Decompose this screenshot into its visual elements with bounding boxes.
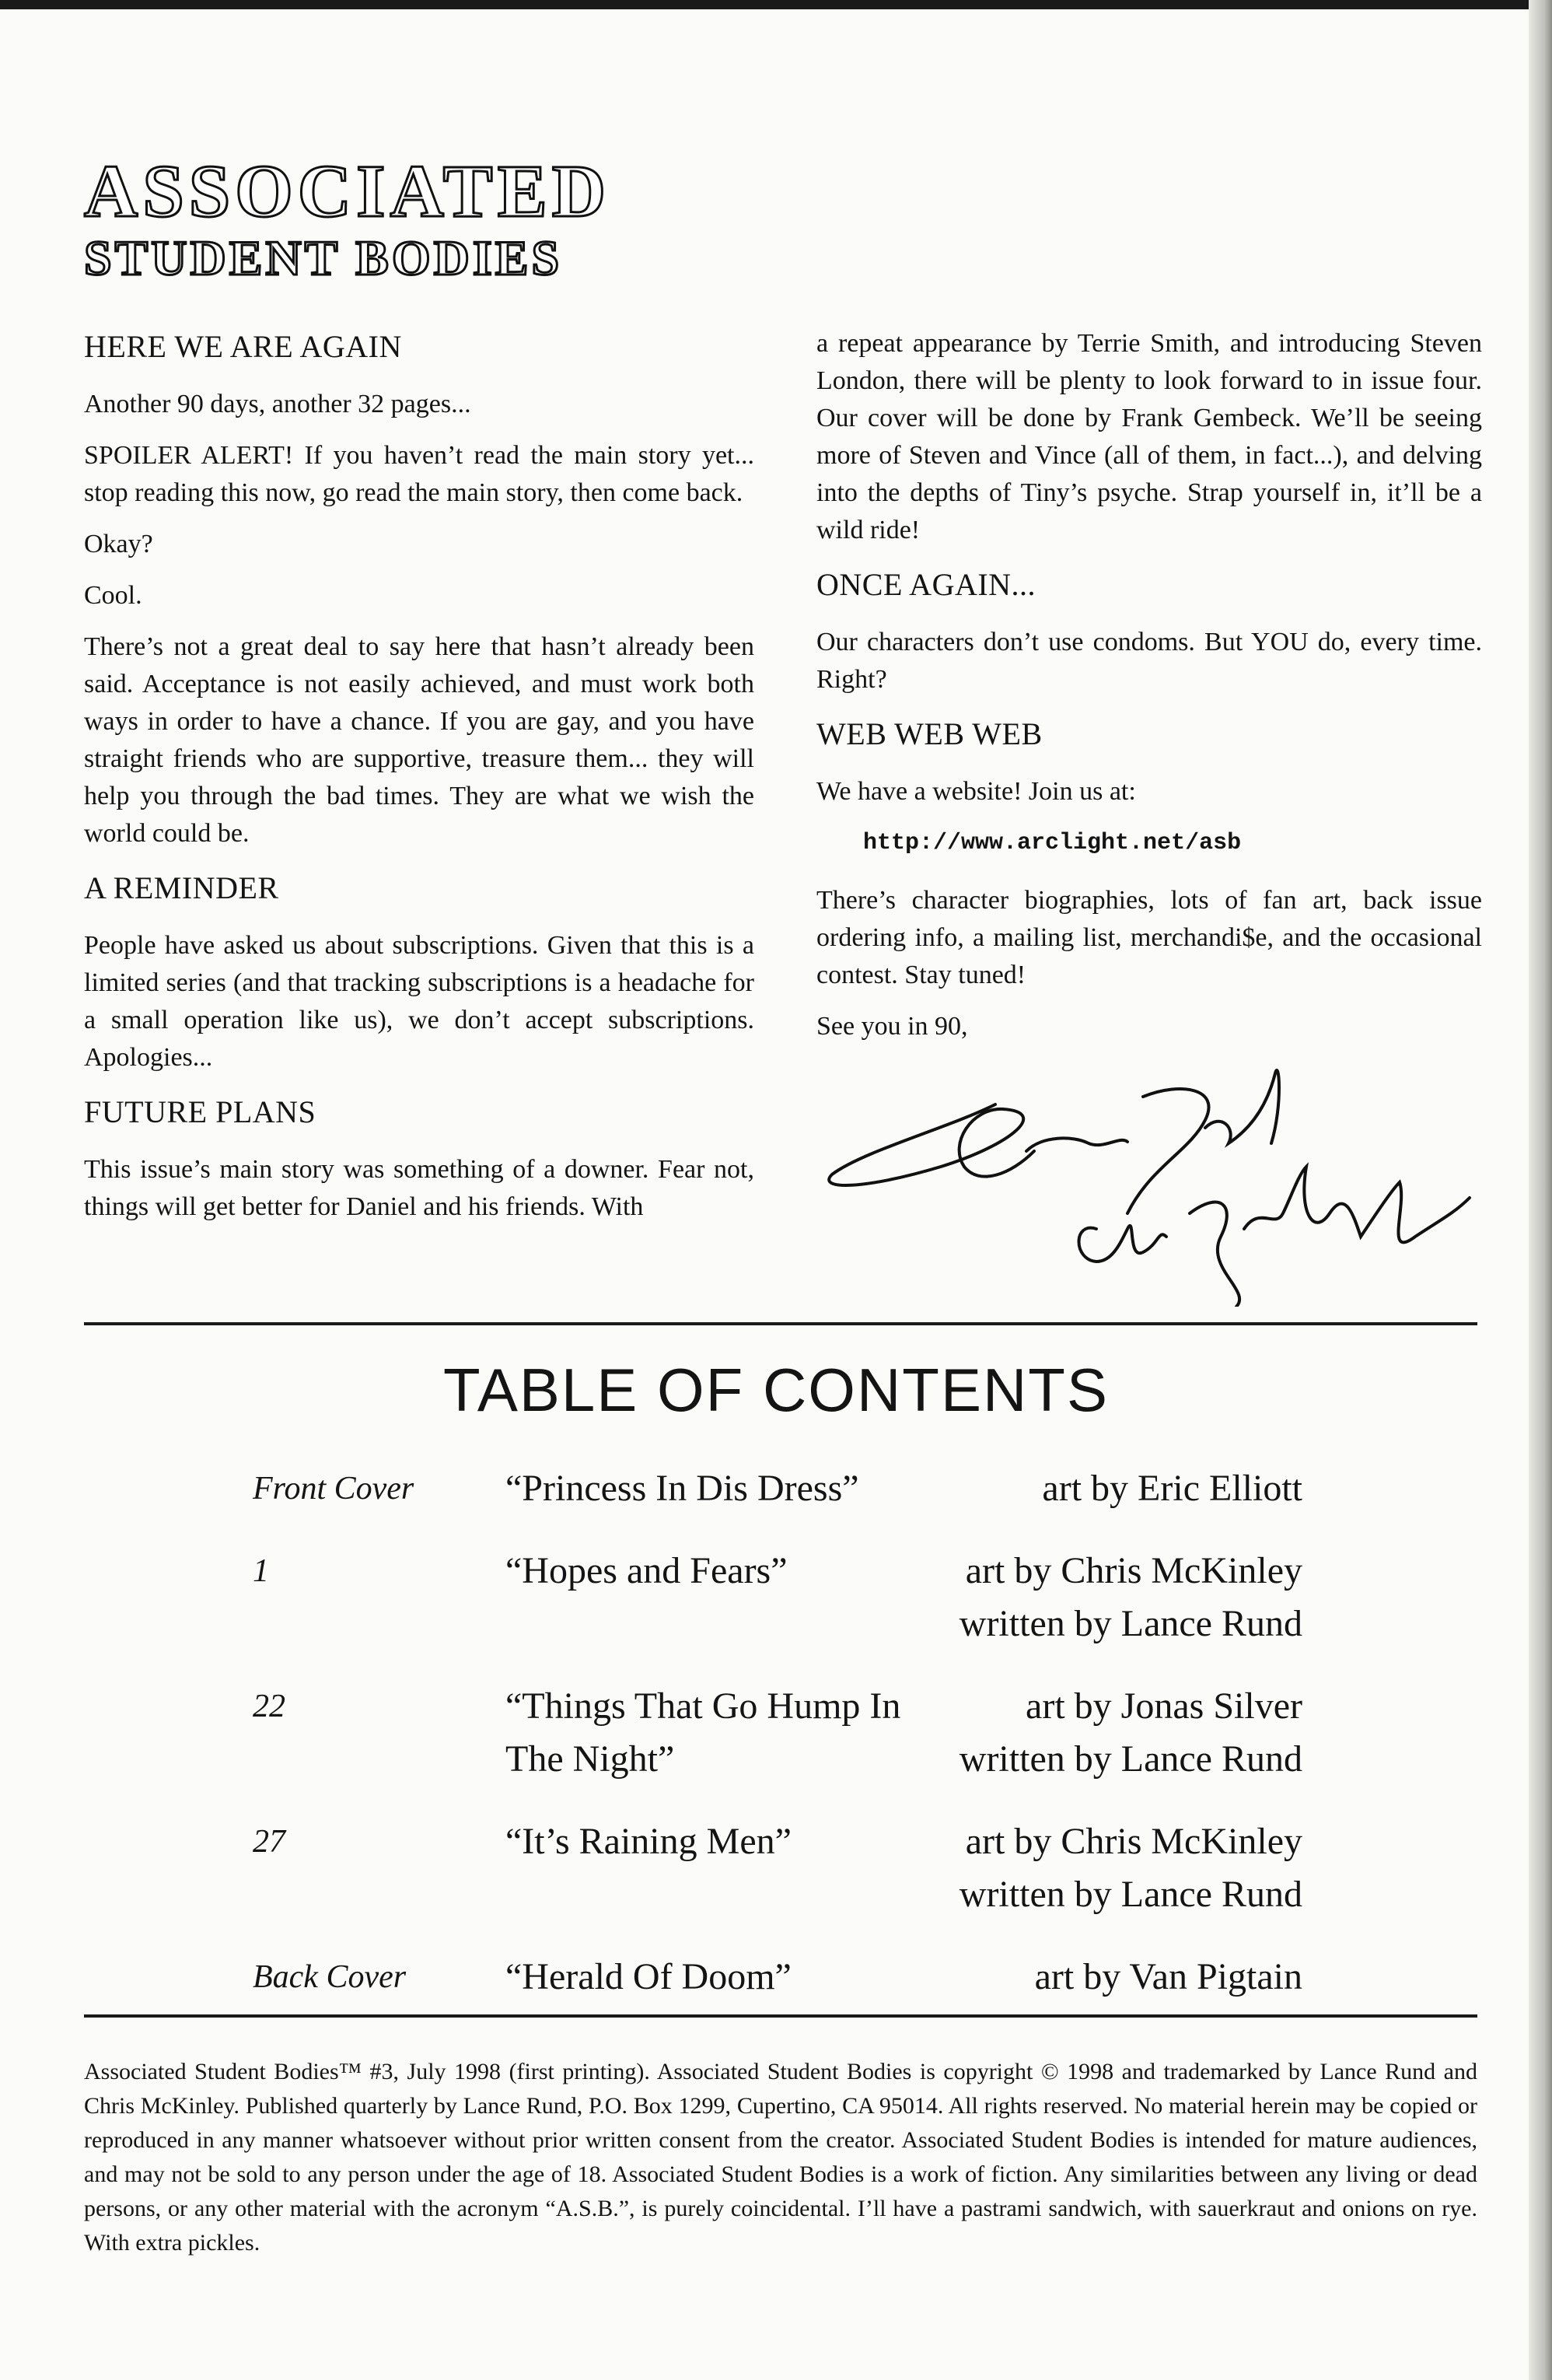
toc-art-credit: art by Jonas Silver — [1026, 1685, 1302, 1727]
toc-art-credit: art by Chris McKinley — [965, 1821, 1302, 1862]
paragraph: Another 90 days, another 32 pages... — [84, 390, 471, 418]
heading-once-again: ONCE AGAIN... — [816, 567, 1036, 602]
table-of-contents — [253, 1462, 1302, 2033]
toc-credits — [941, 1951, 1302, 2004]
editorial-right-column — [816, 325, 1482, 1059]
paragraph: There’s not a great deal to say here that hasn’t already been said. Acceptance is not easily achieved, and must work both ways in order to have a chance. If you are gay, and you have straight friends who are supportive, treasure them... they will help you through the bad times. They are what we wish the world could be. — [84, 632, 754, 848]
toc-entry — [253, 1815, 1302, 1921]
signature-mckinley-m — [1190, 1202, 1239, 1307]
signature-name-lance: Lance Rund — [824, 1073, 832, 1074]
toc-credits — [941, 1545, 1302, 1650]
toc-credits — [941, 1815, 1302, 1921]
toc-entry — [253, 1462, 1302, 1515]
heading-here-we-are-again: HERE WE ARE AGAIN — [84, 329, 402, 364]
paragraph: Our characters don’t use condoms. But YOU do, every time. Right? — [816, 628, 1482, 694]
toc-page: 27 — [253, 1824, 285, 1860]
toc-story-title: “Herald Of Doom” — [505, 1956, 792, 1997]
signature-mckinley-script — [1244, 1167, 1470, 1242]
signature-lance-stroke — [829, 1104, 1034, 1185]
website-url-link[interactable]: http://www.arclight.net/asb — [863, 830, 1242, 856]
signature-chris-script — [1079, 1226, 1167, 1262]
page-right-edge — [1529, 0, 1552, 2380]
toc-art-credit: art by Eric Elliott — [1042, 1468, 1302, 1509]
paragraph: Cool. — [84, 581, 142, 610]
paragraph: a repeat appearance by Terrie Smith, and introducing Steven London, there will be plenty to look forward to in issue four. Our cover will be done by Frank Gembeck. We’ll be seeing more of Steven and Vince (all of them, in fact...), and delving into the depths of Tiny’s psyche. Strap yourself in, it’ll be a wild ride! — [816, 329, 1482, 544]
paragraph: We have a website! Join us at: — [816, 777, 1136, 806]
toc-writer-credit: written by Lance Rund — [959, 1738, 1302, 1780]
signature-rund-script — [1205, 1070, 1279, 1143]
toc-story-title: “Hopes and Fears” — [505, 1550, 788, 1591]
toc-heading: TABLE OF CONTENTS — [443, 1356, 1109, 1424]
heading-future-plans: FUTURE PLANS — [84, 1094, 316, 1129]
signature-name-chris: Chris McKinley — [824, 1080, 834, 1082]
toc-writer-credit: written by Lance Rund — [959, 1603, 1302, 1644]
toc-story-title: “Things That Go Hump In The Night” — [505, 1685, 901, 1780]
toc-credits — [941, 1462, 1302, 1515]
toc-page: Front Cover — [253, 1471, 414, 1507]
signature-rund-r — [1127, 1089, 1209, 1213]
heading-a-reminder: A REMINDER — [84, 870, 279, 905]
paragraph: There’s character biographies, lots of fan art, back issue ordering info, a mailing list, merchandi$e, and the occasional contest. Stay tuned! — [816, 886, 1482, 989]
editorial-left-column — [84, 325, 754, 1240]
handwritten-signatures — [816, 1058, 1477, 1307]
toc-entry — [253, 1951, 1302, 2004]
heading-web-web-web: WEB WEB WEB — [816, 716, 1043, 751]
paragraph: SPOILER ALERT! If you haven’t read the main story yet... stop reading this now, go read the main story, then come back. — [84, 441, 754, 507]
toc-entry — [253, 1680, 1302, 1786]
toc-credits — [941, 1680, 1302, 1786]
signature-lance-script — [1026, 1138, 1127, 1151]
toc-entry — [253, 1545, 1302, 1650]
page-top-edge — [0, 0, 1552, 9]
paragraph: See you in 90, — [816, 1012, 968, 1041]
logo-line-associated: ASSOCIATED — [84, 149, 611, 233]
toc-page: Back Cover — [253, 1959, 407, 1995]
paragraph: People have asked us about subscriptions. Given that this is a limited series (and that tracking subscriptions is a headache for a small operation like us), we don’t accept subscriptions. Apologies... — [84, 931, 754, 1072]
toc-page: 22 — [253, 1689, 285, 1724]
toc-story-title: “Princess In Dis Dress” — [505, 1468, 859, 1509]
legal-notice: Associated Student Bodies™ #3, July 1998 (first printing). Associated Student Bodies is copyright © 1998 and trademarked by Lance Rund and Chris McKinley. Published quarterly by Lance Rund, P.O. Box 1299, Cupertino, CA 95014. All rights reserved. No material herein may be copied or reproduced in any manner whatsoever without prior written consent from the creator. Associated Student Bodies is intended for mature audiences, and may not be sold to any person under the age of 18. Associated Student Bodies is a work of fiction. Any similarities between any living or dead persons, or any other material with the acronym “A.S.B.”, is purely coincidental. I’ll have a pastrami sandwich, with sauerkraut and onions on rye. With extra pickles. — [84, 2059, 1477, 2256]
paragraph: Okay? — [84, 530, 153, 558]
masthead-logo — [84, 149, 784, 285]
paragraph: This issue’s main story was something of a downer. Fear not, things will get better for Daniel and his friends. With — [84, 1155, 754, 1221]
toc-art-credit: art by Van Pigtain — [1034, 1956, 1302, 1997]
toc-art-credit: art by Chris McKinley — [965, 1550, 1302, 1591]
toc-writer-credit: written by Lance Rund — [959, 1874, 1302, 1915]
section-divider-bottom — [84, 2014, 1477, 2018]
logo-line-student-bodies: STUDENT BODIES — [84, 230, 563, 285]
toc-story-title: “It’s Raining Men” — [505, 1821, 792, 1862]
toc-page: 1 — [253, 1553, 269, 1589]
section-divider-top — [84, 1322, 1477, 1325]
